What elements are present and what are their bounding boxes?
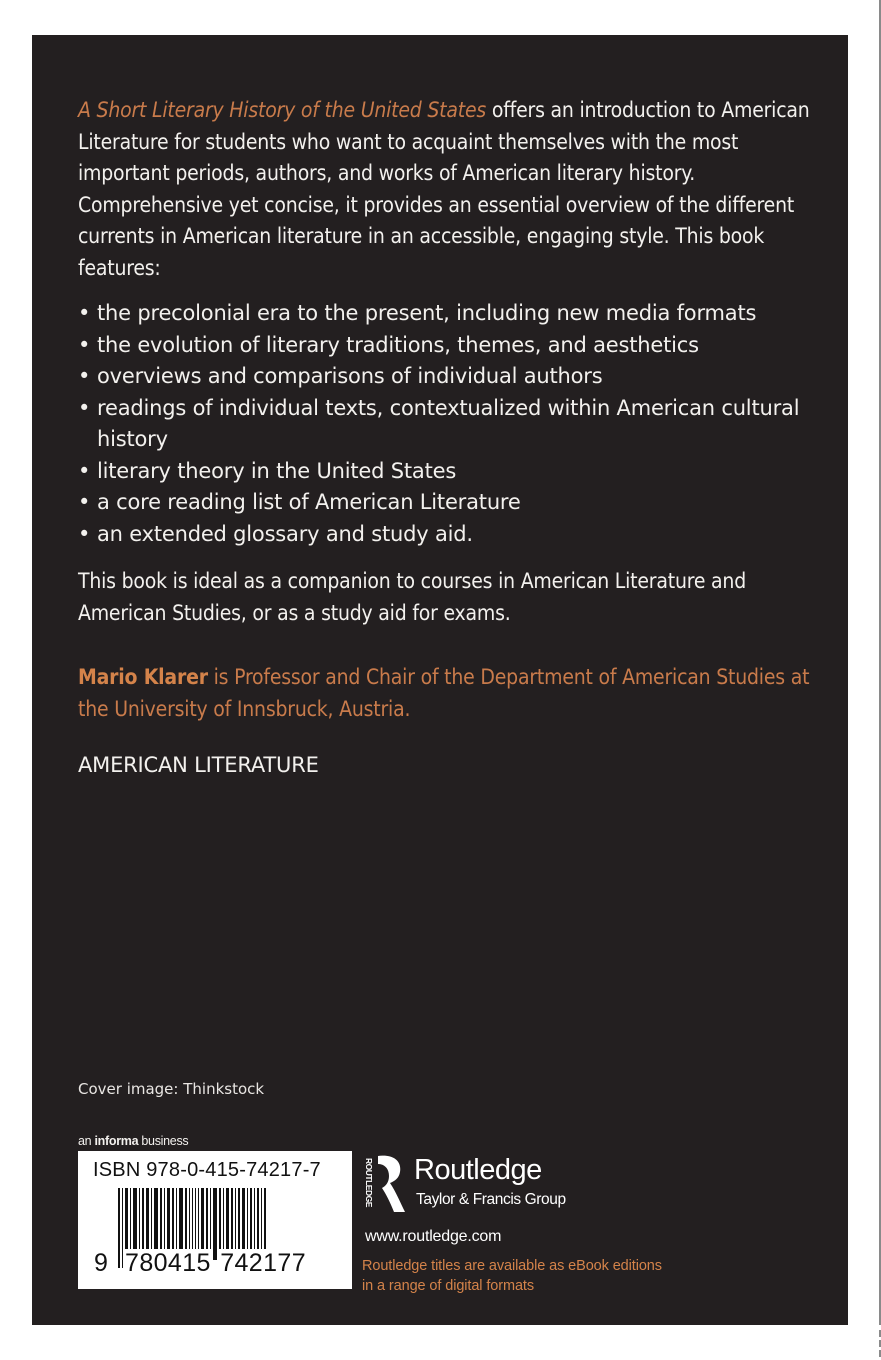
feature-item	[78, 361, 818, 393]
isbn-label: ISBN 978-0-415-74217-7	[93, 1159, 321, 1181]
author-name: Mario Klarer	[78, 665, 208, 689]
feature-item	[78, 330, 818, 362]
informa-business-label	[78, 1134, 188, 1148]
feature-text: literary theory in the United States	[97, 458, 457, 483]
feature-text: the evolution of literary traditions, themes, and aesthetics	[97, 332, 699, 357]
feature-item	[78, 487, 818, 519]
bullet-icon: •	[78, 301, 91, 325]
book-title: A Short Literary History of the United States	[78, 98, 487, 122]
ean-right-group: 742177	[220, 1249, 307, 1277]
ean-digits	[93, 1249, 307, 1278]
intro-text: offers an introduction to American Literature for students who want to acquaint themselves with the most important periods, authors, and works of American literary history. Comprehensive yet concise, it provides an essential overview of the different currents in American literature in an accessible, engaging style. This book features:	[78, 98, 810, 280]
author-bio-text: is Professor and Chair of the Department of American Studies at the University of Innsbruck, Austria.	[78, 665, 810, 721]
feature-text: a core reading list of American Literature	[97, 490, 521, 514]
features-list	[78, 298, 818, 550]
feature-item	[78, 519, 818, 551]
feature-item	[78, 298, 818, 330]
bullet-icon: •	[78, 490, 91, 514]
routledge-vertical-wordmark: ROUTLEDGE	[364, 1158, 374, 1207]
intro-paragraph	[78, 95, 818, 284]
informa-prefix: an	[78, 1134, 95, 1148]
bullet-icon: •	[78, 521, 91, 546]
publisher-name: Routledge	[414, 1154, 542, 1186]
isbn-barcode	[78, 1151, 352, 1289]
feature-text: readings of individual texts, contextualized within American cultural history	[97, 395, 800, 451]
publisher-website-link[interactable]: www.routledge.com	[365, 1228, 502, 1245]
bullet-icon: •	[78, 364, 91, 388]
feature-text: overviews and comparisons of individual authors	[97, 364, 603, 388]
bullet-icon: •	[78, 332, 91, 357]
author-bio	[78, 662, 818, 725]
back-cover	[32, 35, 848, 1325]
informa-suffix: business	[138, 1134, 189, 1148]
ideal-for-paragraph: This book is ideal as a companion to courses in American Literature and American Studies, or as a study aid for exams.	[78, 569, 747, 625]
category-label: AMERICAN LITERATURE	[78, 753, 319, 777]
feature-text: the precolonial era to the present, including new media formats	[97, 301, 757, 325]
bullet-icon: •	[78, 395, 91, 420]
cover-content	[78, 95, 818, 777]
feature-item	[78, 456, 818, 488]
ean-left-group: 780415	[125, 1249, 211, 1277]
feature-text: an extended glossary and study aid.	[97, 521, 473, 546]
informa-brand: informa	[94, 1134, 139, 1148]
bullet-icon: •	[78, 458, 91, 483]
publisher-group: Taylor & Francis Group	[416, 1191, 566, 1208]
publisher-block	[362, 1148, 662, 1298]
cover-image-credit: Cover image: Thinkstock	[78, 1080, 265, 1098]
ean-first-digit: 9	[94, 1249, 109, 1277]
feature-item	[78, 393, 818, 456]
ebook-availability-note: Routledge titles are available as eBook editions in a range of digital formats	[362, 1258, 662, 1294]
